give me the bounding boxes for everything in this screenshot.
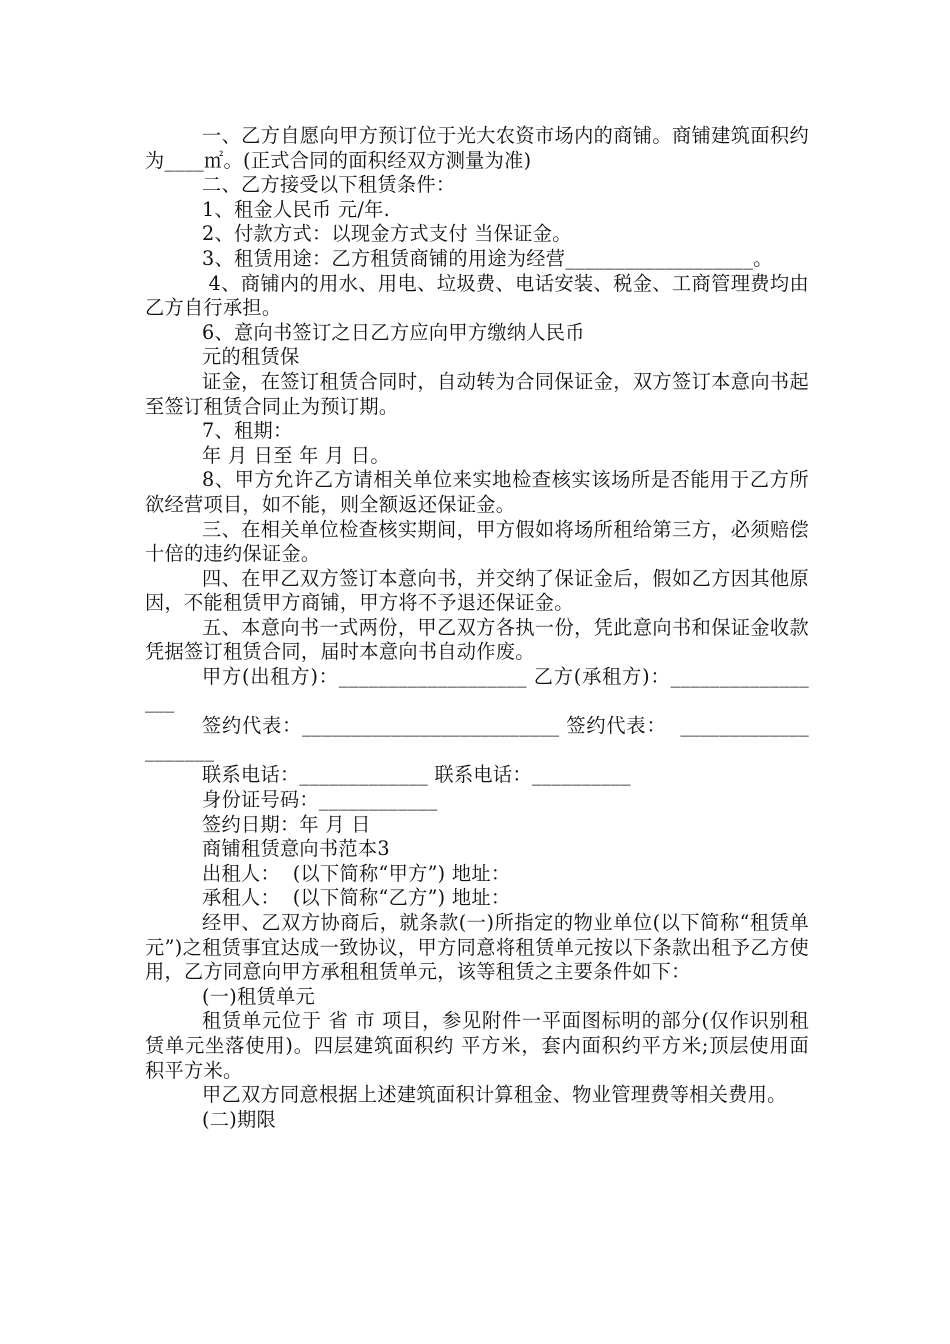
signature-parties: 甲方(出租方)：___________________ 乙方(承租方)：_________________: [145, 665, 809, 713]
clause-2-heading: 二、乙方接受以下租赁条件：: [202, 173, 456, 197]
item-lease-purpose: 3、租赁用途：乙方租赁商铺的用途为经营___________________。: [202, 246, 773, 270]
item-deposit-detail: 证金，在签订租赁合同时，自动转为合同保证金，双方签订本意向书起至签订租赁合同止为预订期。: [145, 369, 809, 418]
item-inspection: 8、甲方允许乙方请相关单位来实地检查核实该场所是否能用于乙方所欲经营项目，如不能，则全额返还保证金。: [145, 468, 809, 516]
clause-1-preorder: 一、乙方自愿向甲方预订位于光大农资市场内的商铺。商铺建筑面积约为____㎡。(正式合同的面积经双方测量为准): [145, 124, 809, 172]
lessor-line: 出租人： (以下简称“甲方”) 地址：: [202, 861, 511, 885]
item-lease-term: 7、租期：: [202, 419, 293, 443]
clause-3-penalty: 三、在相关单位检查核实期间，甲方假如将场所租给第三方，必须赔偿十倍的违约保证金。: [145, 517, 809, 566]
item-utilities: 4、商铺内的用水、用电、垃圾费、电话安装、税金、工商管理费均由乙方自行承担。: [145, 271, 809, 320]
signature-representatives: 签约代表：__________________________ 签约代表： ____________________: [145, 714, 809, 762]
preamble: 经甲、乙双方协商后，就条款(一)所指定的物业单位(以下简称“租赁单元”)之租赁事宜达成一致协议，甲方同意将租赁单元按以下条款出租予乙方使用，乙方同意向甲方承租租赁单元，该等租赁之主要条件如下：: [145, 911, 809, 984]
item-rent: 1、租金人民币 元/年.: [202, 197, 390, 221]
signature-date: 签约日期：年 月 日: [202, 812, 371, 836]
document-body: [145, 124, 809, 1132]
section-1-fees: 甲乙双方同意根据上述建筑面积计算租金、物业管理费等相关费用。: [202, 1083, 787, 1107]
signature-phones: 联系电话：_____________ 联系电话：__________: [202, 763, 631, 787]
item-deposit-cont: 元的租赁保: [202, 345, 300, 369]
clause-5-copies: 五、本意向书一式两份，甲乙双方各执一份，凭此意向书和保证金收款凭据签订租赁合同，届时本意向书自动作废。: [145, 615, 809, 664]
section-1-location: 租赁单元位于 省 市 项目，参见附件一平面图标明的部分(仅作识别租赁单元坐落使用)。四层建筑面积约 平方米，套内面积约平方米;顶层使用面积平方米。: [145, 1009, 809, 1082]
item-deposit: 6、意向书签订之日乙方应向甲方缴纳人民币: [202, 320, 585, 344]
template-3-title: 商铺租赁意向书范本3: [202, 837, 390, 861]
section-2-heading: (二)期限: [202, 1107, 277, 1131]
item-lease-term-dates: 年 月 日至 年 月 日。: [202, 443, 390, 467]
lessee-line: 承租人： (以下简称“乙方”) 地址：: [202, 886, 511, 910]
signature-id-number: 身份证号码：____________: [202, 788, 438, 812]
clause-4-no-refund: 四、在甲乙双方签订本意向书，并交纳了保证金后，假如乙方因其他原因，不能租赁甲方商铺，甲方将不予退还保证金。: [145, 566, 809, 615]
section-1-heading: (一)租赁单元: [202, 984, 316, 1008]
item-payment-method: 2、付款方式：以现金方式支付 当保证金。: [202, 222, 572, 246]
